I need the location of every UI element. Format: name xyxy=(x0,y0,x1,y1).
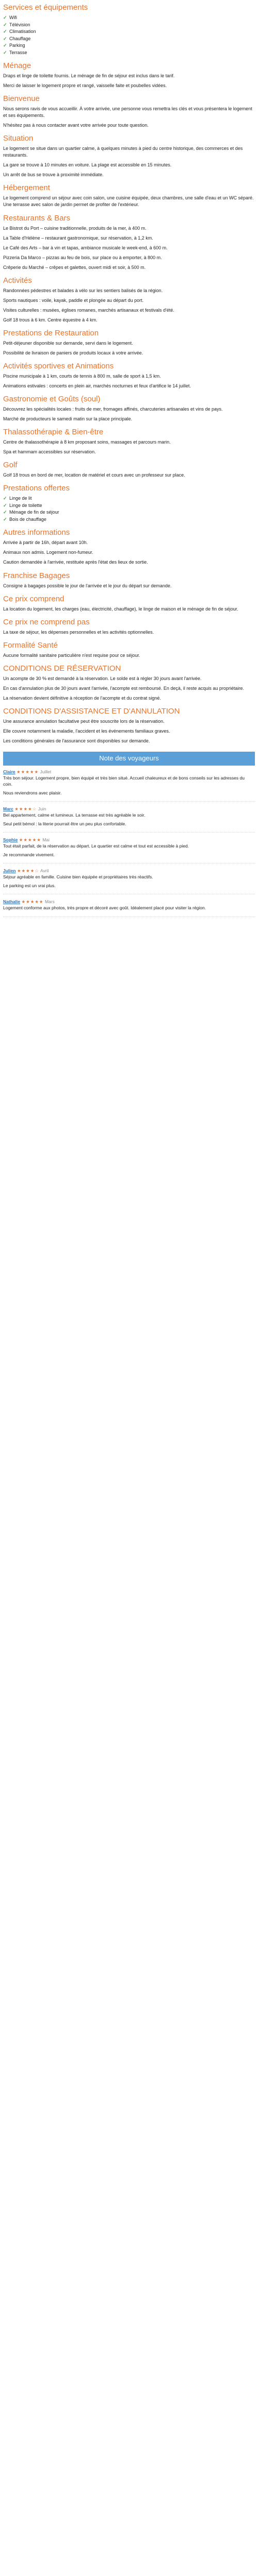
rating-stars-icon: ★★★★★ xyxy=(19,837,41,842)
check-icon: ✓ xyxy=(3,502,7,508)
section-paragraph: Centre de thalassothérapie à 8 km proposant soins, massages et parcours marin. xyxy=(3,439,171,445)
review-list xyxy=(3,769,255,917)
section-heading: Situation xyxy=(3,134,34,143)
section-paragraph: Les conditions générales de l'assurance sont disponibles sur demande. xyxy=(3,738,150,743)
check-list xyxy=(3,14,255,56)
section-heading: Activités sportives et Animations xyxy=(3,362,114,371)
review-text: Logement conforme aux photos, très propre et décoré avec goût. Idéalement placé pour visiter la région. xyxy=(3,905,206,911)
section-heading: Prestations de Restauration xyxy=(3,328,99,337)
section-heading: Services et équipements xyxy=(3,3,88,12)
check-icon: ✓ xyxy=(3,29,7,34)
section-paragraph: Un arrêt de bus se trouve à proximité immédiate. xyxy=(3,172,104,178)
review-text: Bel appartement, calme et lumineux. La terrasse est très agréable le soir. xyxy=(3,812,146,818)
section-paragraph: Une assurance annulation facultative peut être souscrite lors de la réservation. xyxy=(3,718,165,724)
section-paragraph: Crêperie du Marché – crêpes et galettes, ouvert midi et soir, à 500 m. xyxy=(3,264,146,270)
section-heading: Formalité Santé xyxy=(3,640,58,650)
section-heading: Bienvenue xyxy=(3,94,40,104)
info-sections xyxy=(3,3,255,744)
section-paragraph: La Table d'Hélène – restaurant gastronomique, sur réservation, à 1,2 km. xyxy=(3,235,153,241)
check-item-label: Terrasse xyxy=(9,49,27,55)
check-list-item xyxy=(3,509,255,516)
check-icon: ✓ xyxy=(3,510,7,515)
section-paragraph: Animaux non admis. Logement non-fumeur. xyxy=(3,550,93,555)
section-paragraph: Arrivée à partir de 16h, départ avant 10h. xyxy=(3,540,88,546)
check-list-item xyxy=(3,495,255,502)
section-paragraph: La réservation devient définitive à réception de l'acompte et du contrat signé. xyxy=(3,695,161,701)
section-paragraph: Le Café des Arts – bar à vin et tapas, ambiance musicale le week-end, à 600 m. xyxy=(3,245,168,250)
section-heading: Thalassothérapie & Bien-être xyxy=(3,428,104,437)
review-meta xyxy=(3,806,255,812)
review-author-link[interactable]: Marc xyxy=(3,806,13,812)
section-heading: Restaurants & Bars xyxy=(3,213,71,223)
review-item xyxy=(3,769,255,796)
review-text: Nous reviendrons avec plaisir. xyxy=(3,790,62,795)
section-paragraph: Piscine municipale à 1 km, courts de tennis à 800 m, salle de sport à 1,5 km. xyxy=(3,374,161,379)
section-paragraph: Elle couvre notamment la maladie, l'accident et les événements familiaux graves. xyxy=(3,728,170,734)
rating-stars-icon: ★★★★★ xyxy=(21,899,44,904)
review-divider xyxy=(3,801,255,802)
section-heading: Franchise Bagages xyxy=(3,571,70,580)
section-paragraph: Pizzeria Da Marco – pizzas au feu de bois, sur place ou à emporter, à 800 m. xyxy=(3,255,162,260)
check-list-item xyxy=(3,502,255,510)
section-paragraph: La taxe de séjour, les dépenses personnelles et les activités optionnelles. xyxy=(3,629,154,635)
section-paragraph: En cas d'annulation plus de 30 jours avant l'arrivée, l'acompte est remboursé. En deçà, il reste acquis au propriétaire. xyxy=(3,685,244,691)
review-author-link[interactable]: Claire xyxy=(3,769,15,774)
section-heading: Autres informations xyxy=(3,528,70,537)
check-icon: ✓ xyxy=(3,49,7,55)
review-text: Séjour agréable en famille. Cuisine bien équipée et propriétaires très réactifs. xyxy=(3,874,153,880)
check-item-label: Télévision xyxy=(9,22,30,27)
section-paragraph: Un acompte de 30 % est demandé à la réservation. Le solde est à régler 30 jours avant l'arrivée. xyxy=(3,675,202,681)
section-paragraph: Animations estivales : concerts en plein air, marchés nocturnes et feux d'artifice le 14 juillet. xyxy=(3,383,191,389)
section-paragraph: La gare se trouve à 10 minutes en voiture. La plage est accessible en 15 minutes. xyxy=(3,162,172,168)
check-item-label: Parking xyxy=(9,43,25,48)
check-item-label: Wifi xyxy=(9,15,17,20)
review-text: Tout était parfait, de la réservation au départ. Le quartier est calme et tout est accessible à pied. xyxy=(3,843,189,849)
review-item xyxy=(3,868,255,889)
section-paragraph: Caution demandée à l'arrivée, restituée après l'état des lieux de sortie. xyxy=(3,560,148,565)
check-item-label: Linge de lit xyxy=(9,496,32,501)
review-text: Je recommande vivement. xyxy=(3,852,55,857)
rating-stars-icon: ★★★★☆ xyxy=(14,806,37,812)
section-paragraph: Le Bistrot du Port – cuisine traditionnelle, produits de la mer, à 400 m. xyxy=(3,225,147,231)
review-text: Le parking est un vrai plus. xyxy=(3,883,56,888)
section-heading: Gastronomie et Goûts (soul) xyxy=(3,395,101,404)
section-heading: Ce prix ne comprend pas xyxy=(3,617,90,626)
section-heading: Golf xyxy=(3,461,18,470)
review-date: Juin xyxy=(38,806,46,812)
notes-banner: Note des voyageurs xyxy=(3,752,255,766)
review-meta xyxy=(3,769,255,775)
section-paragraph: Golf 18 trous à 6 km. Centre équestre à 4 km. xyxy=(3,317,98,323)
section-paragraph: La location du logement, les charges (eau, électricité, chauffage), le linge de maison et le ménage de fin de séjour. xyxy=(3,606,238,612)
review-date: Mars xyxy=(44,899,55,904)
section-heading: Activités xyxy=(3,276,32,285)
check-list-item xyxy=(3,36,255,43)
check-list-item xyxy=(3,22,255,29)
rating-stars-icon: ★★★★☆ xyxy=(17,868,40,873)
check-icon: ✓ xyxy=(3,36,7,41)
section-paragraph: Draps et linge de toilette fournis. Le ménage de fin de séjour est inclus dans le tarif. xyxy=(3,73,175,78)
check-icon: ✓ xyxy=(3,22,7,27)
section-paragraph: N'hésitez pas à nous contacter avant votre arrivée pour toute question. xyxy=(3,123,149,128)
check-item-label: Chauffage xyxy=(9,36,31,41)
section-paragraph: Merci de laisser le logement propre et rangé, vaisselle faite et poubelles vidées. xyxy=(3,83,167,89)
section-paragraph: Golf 18 trous en bord de mer, location de matériel et cours avec un professeur sur place. xyxy=(3,472,185,478)
check-item-label: Bois de chauffage xyxy=(9,516,46,522)
review-author-link[interactable]: Sophie xyxy=(3,837,18,842)
section-paragraph: Petit-déjeuner disponible sur demande, servi dans le logement. xyxy=(3,340,133,346)
check-icon: ✓ xyxy=(3,43,7,48)
section-paragraph: Sports nautiques : voile, kayak, paddle et plongée au départ du port. xyxy=(3,297,144,303)
rating-stars-icon: ★★★★★ xyxy=(17,769,39,774)
check-item-label: Linge de toilette xyxy=(9,502,42,508)
review-item xyxy=(3,837,255,858)
review-meta xyxy=(3,837,255,843)
review-meta xyxy=(3,868,255,874)
section-paragraph: Possibilité de livraison de paniers de produits locaux à votre arrivée. xyxy=(3,350,143,355)
section-heading: Ce prix comprend xyxy=(3,594,64,603)
section-paragraph: Marché de producteurs le samedi matin sur la place principale. xyxy=(3,416,133,422)
review-date: Avril xyxy=(40,868,49,873)
check-icon: ✓ xyxy=(3,15,7,20)
review-item xyxy=(3,806,255,827)
section-paragraph: Spa et hammam accessibles sur réservation. xyxy=(3,449,96,455)
section-paragraph: Le logement se situe dans un quartier calme, à quelques minutes à pied du centre historique, des commerces et des restaurants. xyxy=(3,146,243,158)
check-list-item xyxy=(3,14,255,22)
check-icon: ✓ xyxy=(3,496,7,501)
section-paragraph: Consigne à bagages possible le jour de l'arrivée et le jour du départ sur demande. xyxy=(3,583,172,588)
section-paragraph: Visites culturelles : musées, églises romanes, marchés artisanaux et festivals d'été. xyxy=(3,307,174,313)
review-date: Mai xyxy=(42,837,50,842)
section-paragraph: Le logement comprend un séjour avec coin salon, une cuisine équipée, deux chambres, une salle d'eau et un WC séparé. Une terrasse avec salon de jardin permet de profiter de l'extérieur. xyxy=(3,195,254,208)
section-paragraph: Découvrez les spécialités locales : fruits de mer, fromages affinés, charcuteries artisanales et vins de pays. xyxy=(3,406,223,412)
review-divider xyxy=(3,832,255,833)
check-list-item xyxy=(3,516,255,523)
section-heading: Ménage xyxy=(3,61,31,70)
section-paragraph: Nous serons ravis de vous accueillir. À votre arrivée, une personne vous remettra les clés et vous présentera le logement et ses équipements. xyxy=(3,106,252,118)
review-meta xyxy=(3,899,255,905)
section-heading: Hébergement xyxy=(3,183,50,193)
check-item-label: Climatisation xyxy=(9,29,36,34)
review-author-link[interactable]: Julien xyxy=(3,868,16,873)
check-list-item xyxy=(3,28,255,36)
review-text: Seul petit bémol : la literie pourrait être un peu plus confortable. xyxy=(3,821,126,826)
section-heading: CONDITIONS D'ASSISTANCE ET D'ANNULATION xyxy=(3,706,180,716)
review-author-link[interactable]: Nathalie xyxy=(3,899,21,904)
content xyxy=(0,0,258,917)
review-text: Très bon séjour. Logement propre, bien équipé et très bien situé. Accueil chaleureux et de bons conseils sur les adresses du coin. xyxy=(3,775,245,787)
check-list xyxy=(3,495,255,523)
check-icon: ✓ xyxy=(3,516,7,522)
section-paragraph: Randonnées pédestres et balades à vélo sur les sentiers balisés de la région. xyxy=(3,287,163,293)
section-heading: CONDITIONS DE RÉSERVATION xyxy=(3,664,121,673)
review-item xyxy=(3,899,255,911)
check-list-item xyxy=(3,42,255,49)
section-heading: Prestations offertes xyxy=(3,484,70,493)
section-paragraph: Aucune formalité sanitaire particulière n'est requise pour ce séjour. xyxy=(3,652,140,658)
check-list-item xyxy=(3,49,255,57)
review-date: Juillet xyxy=(40,769,52,774)
check-item-label: Ménage de fin de séjour xyxy=(9,510,59,515)
